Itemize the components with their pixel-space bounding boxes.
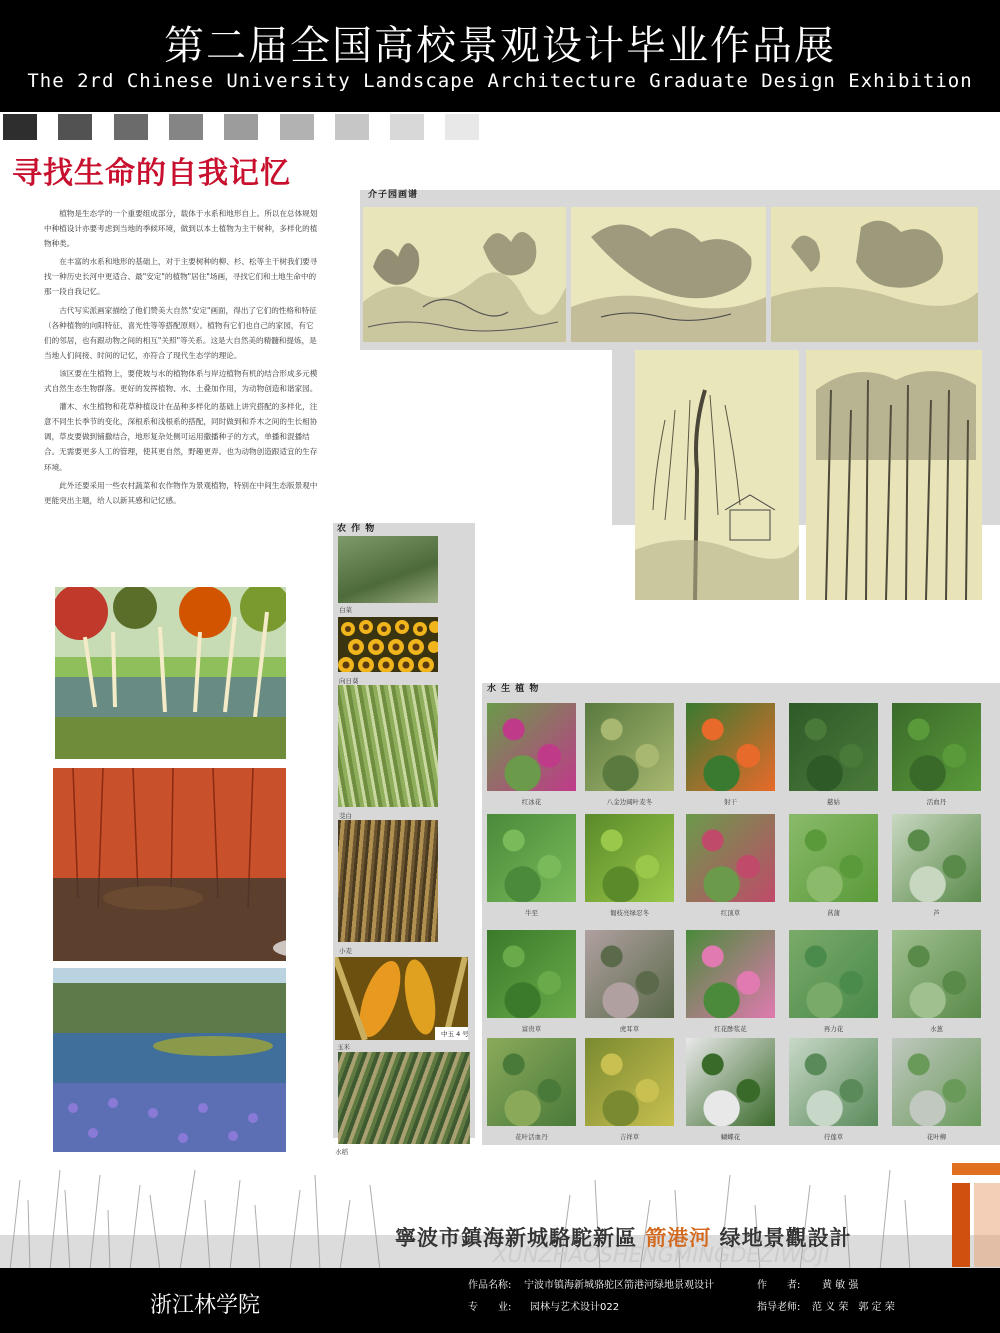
paragraph: 古代写实派画家描绘了他们赞美大自然"安定"画面，得出了它们的性格和特征（各种植物的向阳特征、喜光性等等搭配原则）。植物有它们也自己的家园，有它们的邻居，也有跟动物之间的相互"关照"等关系。这是大自然美的精髓和提炼，是当地人们间接、时间的记忆，亦符合了现代生态学的理论。	[44, 305, 317, 360]
gray-swatch	[169, 114, 203, 140]
bamboo-painting	[806, 350, 982, 600]
aquatic-plant-caption: 红顶草	[720, 909, 741, 917]
paragraph: 此外还要采用一些农村蔬菜和农作物作为景观植物，特别在中间生态版景观中更能突出主题，给人以新其感和记忆感。	[44, 480, 318, 505]
gray-swatch	[224, 114, 258, 140]
paragraph: 植物是生态学的一个重要组成部分，载体于水系和地形自上。所以在总体规划中种植设计亦要考虑到当地的季候环境，做到以本土植物为主干树种，多样化的植物种类。	[44, 209, 318, 249]
aquatic-plant-photo	[686, 814, 775, 902]
crop-caption: 白菜	[339, 606, 352, 614]
aquatic-plant-photo	[789, 1038, 878, 1126]
willow-painting	[635, 350, 799, 600]
landscape-painting-2	[571, 207, 766, 342]
crop-photo-cabbage	[338, 536, 438, 603]
aquatic-plant-caption: 慈姑	[827, 798, 840, 806]
aquatic-plant-caption: 匍枝亮绿忍冬	[610, 909, 649, 917]
pampas-grass-photo	[55, 587, 286, 759]
project-banner	[395, 1222, 852, 1252]
aquatic-plant-photo	[487, 930, 576, 1018]
aquatic-plant-photo	[686, 1038, 775, 1126]
crops-section-label: 农 作 物	[337, 524, 376, 534]
painting-section-label: 介子园画谱	[368, 190, 419, 200]
exhibition-title-cn: 第二届全国高校景观设计毕业作品展	[164, 23, 836, 69]
aquatic-plant-caption: 吉祥草	[619, 1133, 640, 1141]
aquatic-plant-photo	[789, 930, 878, 1018]
author-label: 作 者:	[757, 1280, 801, 1291]
paragraph: 在丰富的水系和地形的基础上，对于主要树种的柳、杉、松等主干树我们要寻找一种历史长河中更适合、最"安定"的植物"居住"场画，寻找它们和土地生命中的那一段自我记忆。	[44, 257, 318, 297]
author-value: 黄 敏 强	[822, 1280, 859, 1291]
gray-swatch	[3, 114, 37, 140]
work-name-label: 作品名称:	[468, 1280, 512, 1291]
crop-caption: 小麦	[339, 947, 352, 955]
aquatic-plant-caption: 水葱	[930, 1025, 943, 1033]
aquatic-plant-photo	[892, 703, 981, 791]
aquatic-plant-caption: 蝴蝶花	[720, 1133, 741, 1141]
aquatic-plant-photo	[686, 930, 775, 1018]
aquatic-plant-photo	[487, 814, 576, 902]
crop-caption: 向日葵	[339, 677, 359, 685]
aquatic-plant-photo	[487, 703, 576, 791]
banner-part2: 绿地景觀設計	[719, 1226, 852, 1250]
aquatic-plant-caption: 再力花	[823, 1025, 844, 1033]
aquatic-plant-caption: 活血丹	[926, 798, 947, 806]
paragraph: 灌木、水生植物和花草种植设计在品种多样化的基础上讲究搭配的多样化，注意不同生长季节的变化，深根系和浅根系的搭配，同时做到和乔木之间的生长相协调，草皮要做到铺撒结合，地形复杂处侧可运用撒播种子的方式，单播和混播结合。无需要更多人工的管理，使其更自然，野趣更弄。也为动物创造跟适宜的生存环境。	[44, 402, 318, 472]
crop-caption: 水稻	[335, 1148, 348, 1156]
aquatic-plant-photo	[585, 1038, 674, 1126]
aquatic-plant-caption: 荇莲草	[823, 1133, 844, 1141]
aquatic-plant-caption: 富贵草	[521, 1025, 542, 1033]
lake-flowers-photo	[53, 968, 286, 1152]
aquatic-plant-caption: 射干	[724, 798, 737, 806]
gray-swatch	[445, 114, 479, 140]
crop-photo-sunflower	[338, 617, 438, 672]
i-logo-mark	[944, 1163, 1000, 1267]
main-title: 寻找生命的自我记忆	[12, 156, 291, 191]
gray-swatch	[390, 114, 424, 140]
aquatic-plant-caption: 花叶活血丹	[515, 1133, 548, 1141]
aquatic-plant-caption: 八金边阔叶麦冬	[606, 798, 653, 806]
aquatic-plant-caption: 菖蒲	[827, 909, 840, 917]
landscape-painting-1	[363, 207, 566, 342]
aquatic-plant-caption: 芦	[933, 909, 940, 917]
crop-caption: 茭白	[339, 812, 352, 820]
work-name-value: 宁波市镇海新城骆驼区箭港河绿地景观设计	[524, 1280, 714, 1291]
aquatic-plant-photo	[686, 703, 775, 791]
gray-swatch	[58, 114, 92, 140]
aquatic-plant-photo	[789, 703, 878, 791]
crop-photo-wild-rice	[338, 685, 438, 807]
aquatic-plant-caption: 牛至	[525, 909, 538, 917]
landscape-painting-3	[771, 207, 978, 342]
paragraph: 该区要在生植物上，要使坡与水的植物体系与岸边植物有机的结合形成多元模式自然生态生物群落。更好的发挥植物、水、土叠加作用，为动物创造和谐家园。	[44, 368, 318, 394]
gray-swatch	[335, 114, 369, 140]
major-value: 园林与艺术设计022	[530, 1302, 620, 1313]
aquatic-plant-photo	[487, 1038, 576, 1126]
aquatic-plant-photo	[585, 930, 674, 1018]
aquatic-plant-photo	[892, 1038, 981, 1126]
aquatic-plant-photo	[585, 814, 674, 902]
crop-photo-rice	[338, 1052, 470, 1144]
gray-swatch	[114, 114, 148, 140]
gray-swatch	[280, 114, 314, 140]
aquatic-plant-caption: 红花酢浆花	[714, 1025, 747, 1033]
aquatic-section-label: 水 生 植 物	[487, 684, 540, 694]
crop-photo-wheat	[338, 820, 438, 942]
aquatic-plant-caption: 虎耳草	[619, 1025, 640, 1033]
exhibition-title-en: The 2rd Chinese University Landscape Architecture Graduate Design Exhibition	[27, 70, 973, 92]
crop-photo-corn	[335, 957, 468, 1040]
pinyin-watermark: XUNZHAOSHENGMINGDEZIWOJI	[493, 1243, 830, 1267]
header-bar	[0, 0, 1000, 112]
crop-caption: 玉米	[337, 1043, 350, 1051]
aquatic-plant-photo	[789, 814, 878, 902]
banner-part1: 寧波市鎮海新城駱駝新區	[395, 1226, 637, 1250]
advisor-label: 指导老师:	[757, 1302, 801, 1313]
body-text	[44, 206, 318, 511]
school-name: 浙江林学院	[150, 1293, 261, 1318]
corn-tag: 中玉 4 号	[441, 1030, 469, 1038]
major-label: 专 业:	[468, 1302, 512, 1313]
aquatic-plant-caption: 红冰花	[521, 798, 542, 806]
aquatic-plant-photo	[585, 703, 674, 791]
aquatic-plant-caption: 花叶柳	[926, 1133, 947, 1141]
aquatic-plant-photo	[892, 814, 981, 902]
banner-highlight: 箭港河	[645, 1226, 712, 1250]
aquatic-plant-photo	[892, 930, 981, 1018]
advisor-value: 范 义 荣 郭 定 荣	[812, 1302, 895, 1313]
red-willow-photo	[53, 768, 286, 961]
